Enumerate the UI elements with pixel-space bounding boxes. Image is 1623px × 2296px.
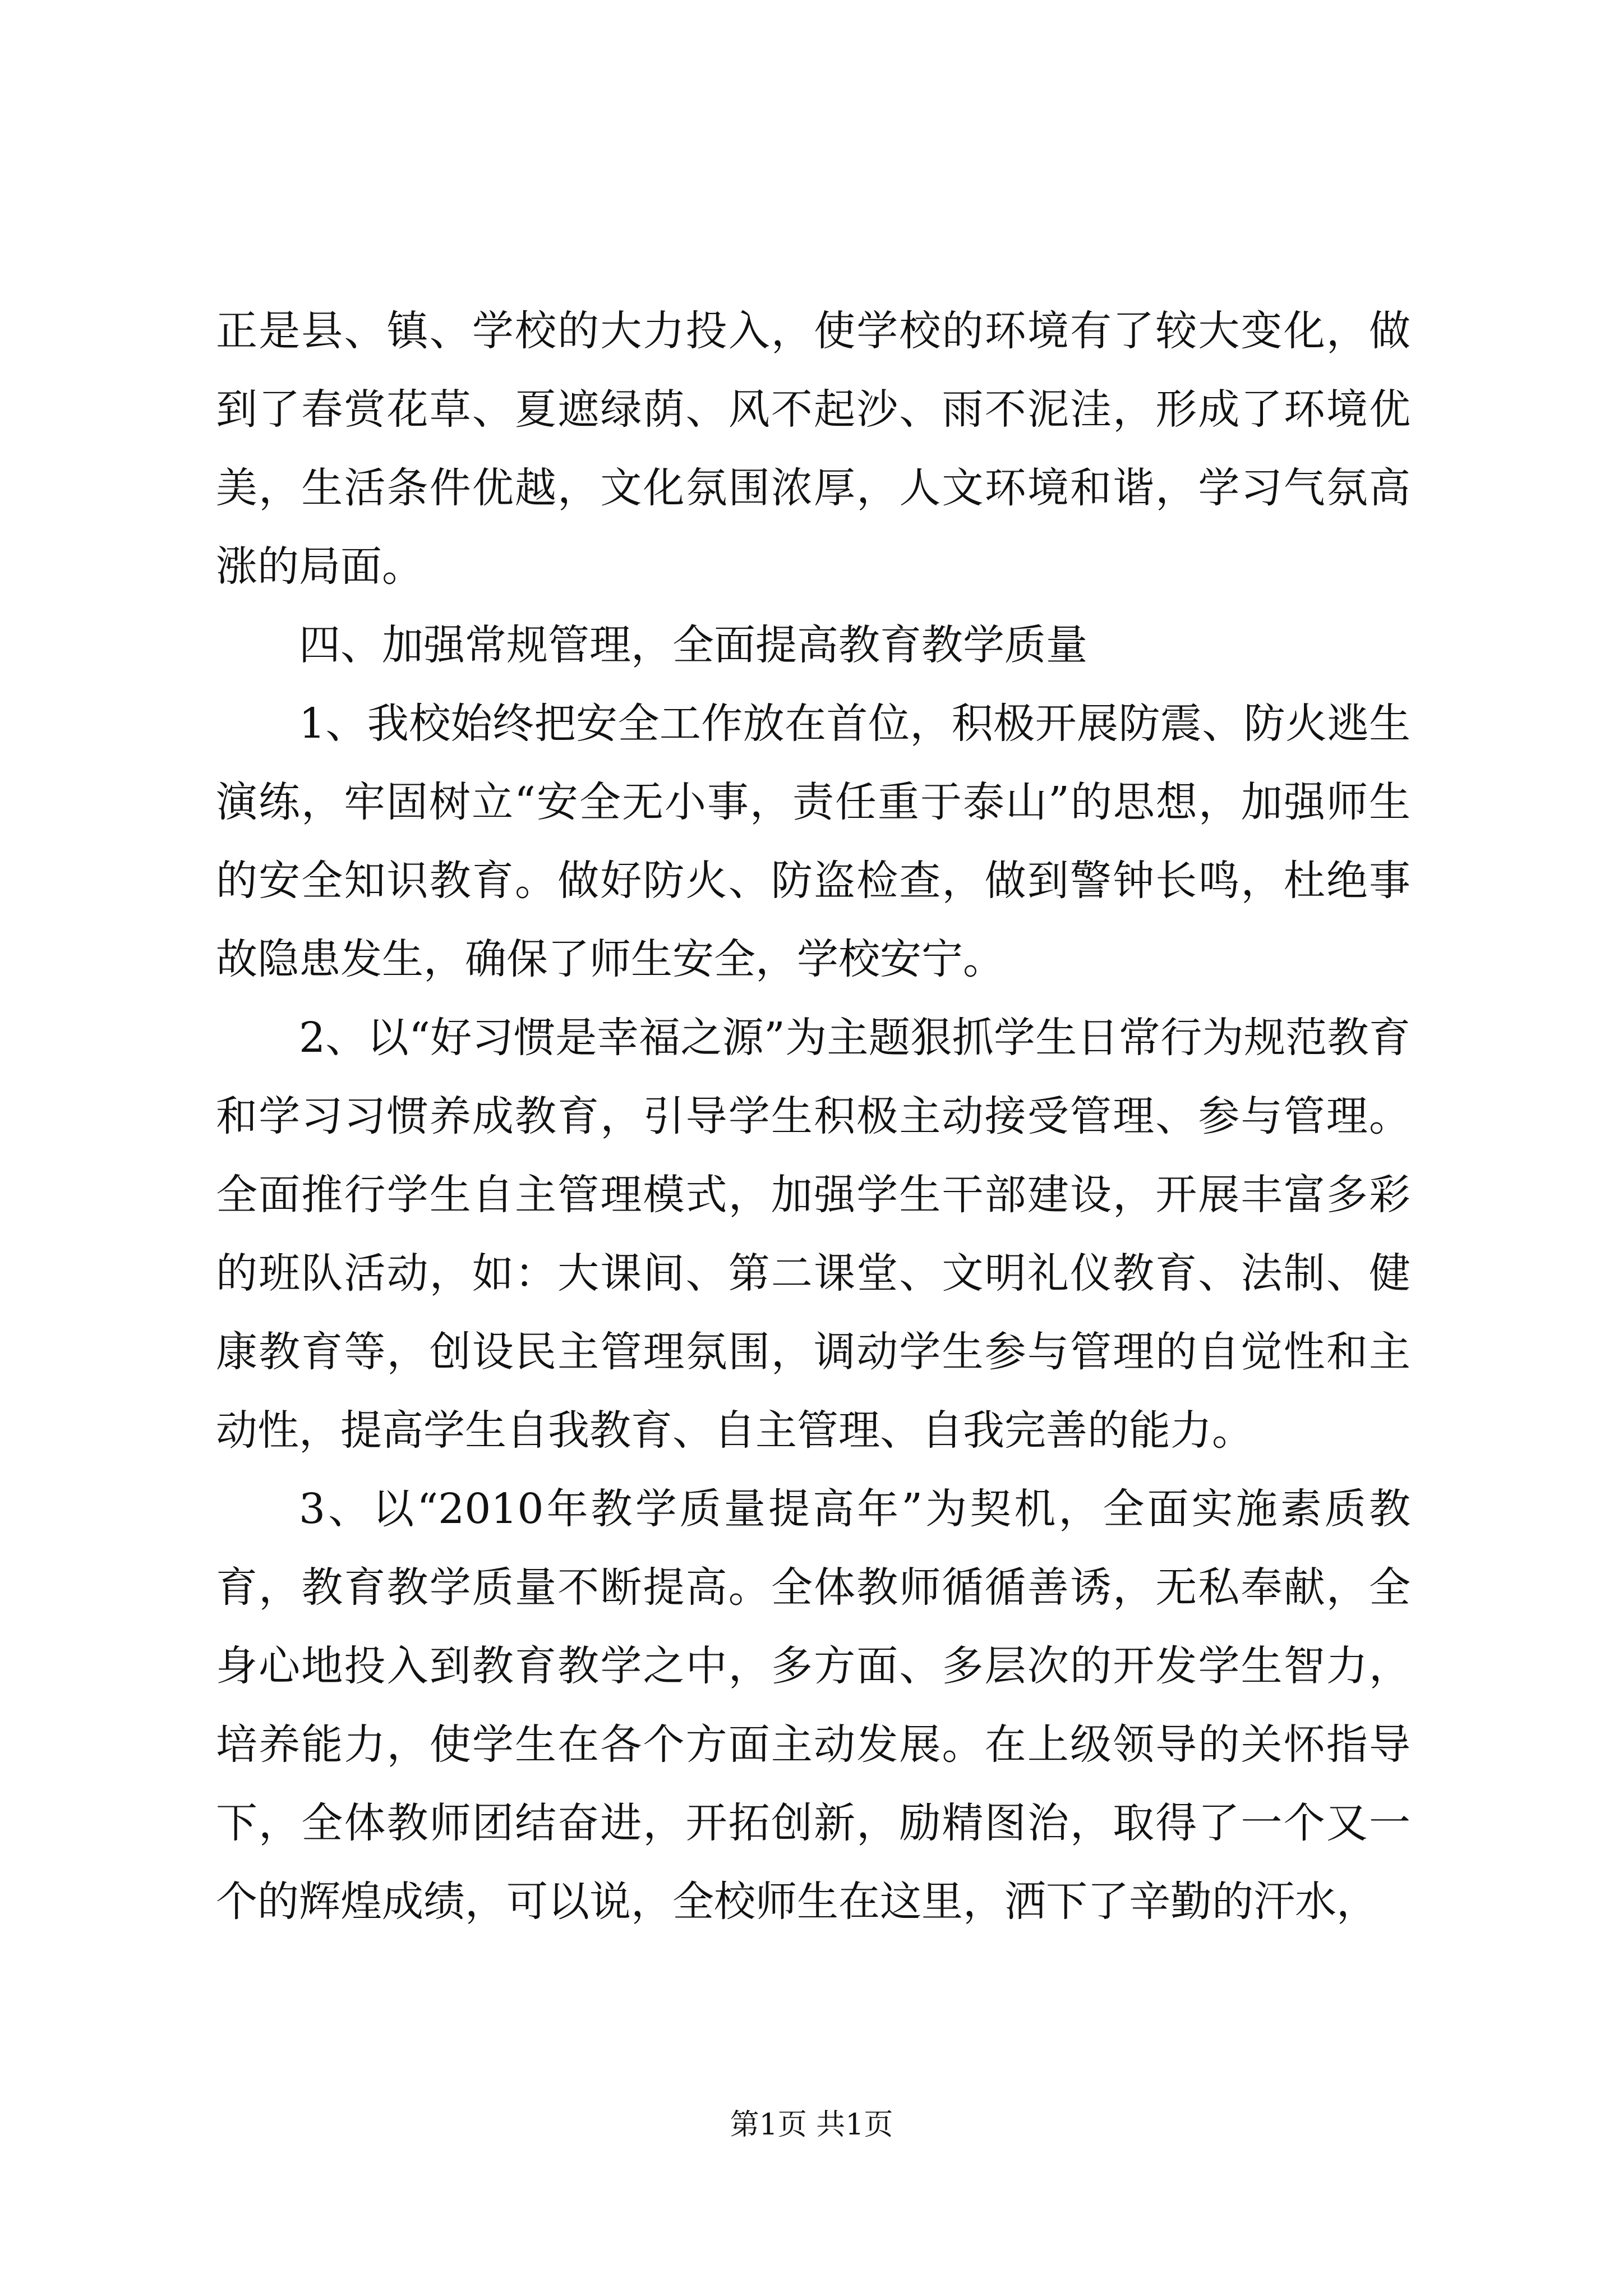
document-body xyxy=(216,292,1410,1941)
section-heading: 四、加强常规管理，全面提高教育教学质量 xyxy=(299,621,1087,669)
paragraph-habits: 2、以“好习惯是幸福之源”为主题狠抓学生日常行为规范教育和学习习惯养成教育，引导学生积极主动接受管理、参与管理。全面推行学生自主管理模式，加强学生干部建设，开展丰富多彩的班队活动，如：大课间、第二课堂、文明礼仪教育、法制、健康教育等，创设民主管理氛围，调动学生参与管理的自觉性和主动性，提高学生自我教育、自主管理、自我完善的能力。 xyxy=(216,1014,1410,1455)
paragraph-quality: 3、以“2010年教学质量提高年”为契机，全面实施素质教育，教育教学质量不断提高。全体教师循循善诱，无私奉献，全身心地投入到教育教学之中，多方面、多层次的开发学生智力，培养能力，使学生在各个方面主动发展。在上级领导的关怀指导下，全体教师团结奋进，开拓创新，励精图治，取得了一个又一个的辉煌成绩，可以说，全校师生在这里，洒下了辛勤的汗水， xyxy=(216,1485,1410,1926)
page-footer: 第1页 共1页 xyxy=(730,2108,893,2142)
paragraph-continuation: 正是县、镇、学校的大力投入，使学校的环境有了较大变化，做到了春赏花草、夏遮绿荫、风不起沙、雨不泥洼，形成了环境优美，生活条件优越，文化氛围浓厚，人文环境和谐，学习气氛高涨的局面。 xyxy=(216,307,1410,591)
paragraph-safety: 1、我校始终把安全工作放在首位，积极开展防震、防火逃生演练，牢固树立“安全无小事，责任重于泰山”的思想，加强师生的安全知识教育。做好防火、防盗检查，做到警钟长鸣，杜绝事故隐患发生，确保了师生安全，学校安宁。 xyxy=(216,700,1410,983)
